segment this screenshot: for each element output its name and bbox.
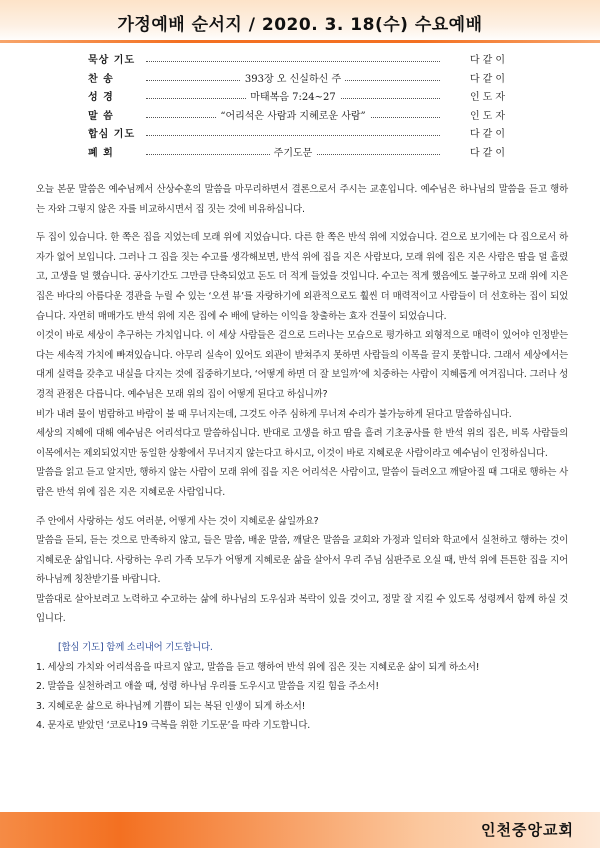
sermon-paragraph: 세상의 지혜에 대해 예수님은 어리석다고 말씀하십니다. 반대로 고생을 하고 땀을 흘려 기초공사를 한 반석 위의 집은, 비록 사람들의 이목에서는 제외되었지만 동일한 상황에서 무너지지 않는다고 하시고, 이것이 바로 지혜로운 사람이라고 예수님이 인정하십니다. [36, 428, 568, 459]
church-name: 인천중앙교회 [481, 821, 574, 839]
prayer-item: 4. 문자로 받았던 ‘코로나19 극복을 위한 기도문’을 따라 기도합니다. [36, 720, 311, 732]
prayer-item: 2. 말씀을 실천하려고 애쓸 때, 성령 하나님 우리를 도우시고 말씀을 지킬 힘을 주소서! [36, 681, 379, 693]
application-paragraph: 주 안에서 사랑하는 성도 여러분, 어떻게 사는 것이 지혜로운 삶일까요? [36, 515, 319, 527]
order-row [88, 71, 508, 90]
order-item: 말 씀 [88, 110, 114, 122]
header-band [0, 0, 600, 42]
sermon-paragraph: 두 집이 있습니다. 한 쪽은 집을 지었는데 모래 위에 지었습니다. 다른 한 쪽은 반석 위에 지었습니다. 겉으로 보기에는 다 집으로서 하자가 없어 보입니다. 그러나 그 집을 짓는 수고를 생각해보면, 반석 위에 집을 지은 사람보다, 모래 위에 집은 지은 사람은 땀을 덜 흘렸고, 고생을 덜 했습니다. 공사기간도 그만큼 단축되었고 돈도 더 적게 들었을 것입니다. 수고는 적게 했음에도 불구하고 모래 위에 지은 집은 바다의 아름다운 경관을 누릴 수 있는 ‘오션 뷰’를 자랑하기에 외관적으로도 훨씬 더 매력적이고 사람들이 더 선호하는 집이 되었습니다. 자연히 매매가도 반석 위에 지은 집에 수 배에 달하는 이익을 창출하는 효자 건물이 되었습니다. [36, 232, 568, 322]
header-divider [0, 40, 600, 43]
application-paragraph: 말씀대로 살아보려고 노력하고 수고하는 삶에 하나님의 도우심과 복락이 있을 것이고, 정말 잘 지킬 수 있도록 성령께서 함께 하실 것입니다. [36, 593, 568, 625]
sermon-paragraph: 이것이 바로 세상이 추구하는 가치입니다. 이 세상 사람들은 겉으로 드러나는 모습으로 평가하고 외형적으로 매력이 있어야 인정받는다는 세속적 가치에 빠져있습니다. 아무리 실속이 있어도 외관이 받쳐주지 못하면 사람들의 이목을 끌지 못합니다. 그래서 세상에서는 대게 실력을 갖추고 내실을 다지는 것에 집중하기보다, ‘어떻게 하면 더 잘 보일까’에 치중하는 사람이 지혜롭게 여겨집니다. 그러나 성경적 관점은 다릅니다. 예수님은 모래 위의 집이 어떻게 된다고 하십니까? [36, 330, 568, 400]
dotted-leader [146, 61, 440, 62]
intro-paragraph: 오늘 본문 말씀은 예수님께서 산상수훈의 말씀을 마무리하면서 결론으로서 주시는 교훈입니다. 예수님은 하나님의 말씀을 듣고 행하는 자와 그렇지 않은 자를 비교하시면서 집 짓는 것에 비유하십니다. [36, 184, 568, 215]
order-item: 성 경 [88, 92, 114, 103]
sermon-body [36, 180, 568, 736]
order-item: 합심 기도 [88, 129, 136, 140]
order-row [88, 89, 508, 108]
order-leader: 인도자 [470, 110, 508, 122]
order-row [88, 126, 508, 145]
order-content: “어리석은 사람과 지혜로운 사람” [146, 108, 440, 127]
order-leader: 다같이 [470, 129, 508, 140]
dotted-leader [146, 135, 440, 136]
page-title: 가정예배 순서지 / 2020. 3. 18(수) 수요예배 [117, 15, 483, 35]
prayer-item: 1. 세상의 가치와 어리석음을 따르지 않고, 말씀을 듣고 행하여 반석 위에 집은 짓는 지혜로운 삶이 되게 하소서! [36, 661, 480, 673]
order-leader: 다같이 [470, 73, 508, 85]
order-row [88, 52, 508, 71]
order-leader: 다같이 [470, 55, 508, 66]
order-item: 찬 송 [88, 73, 114, 85]
application-paragraph: 말씀을 듣되, 듣는 것으로 만족하지 않고, 들은 말씀, 배운 말씀, 깨달은 말씀을 교회와 가정과 일터와 학교에서 실천하고 행하는 것이 지혜로운 삶입니다. 사랑하는 우리 가족 모두가 어떻게 지혜로운 삶을 살아서 우리 주님 심판주로 오실 때, 반석 위에 튼튼한 집을 지어 하나님께 칭찬받기를 바랍니다. [36, 535, 568, 586]
order-item: 폐 회 [88, 147, 114, 159]
sermon-paragraph: 말씀을 읽고 듣고 알지만, 행하지 않는 사람이 모래 위에 집을 지은 어리석은 사람이고, 말씀이 들려오고 깨달아질 때 그대로 행하는 사람은 반석 위에 집은 지은 지혜로운 사람입니다. [36, 467, 568, 498]
order-content: 마태복음 7:24~27 [146, 89, 440, 108]
worship-order [88, 52, 508, 163]
order-content: 주기도문 [146, 145, 440, 164]
prayer-heading: [합심 기도] 함께 소리내어 기도합니다. [58, 642, 213, 654]
order-row [88, 145, 508, 164]
prayer-item: 3. 지혜로운 삶으로 하나님께 기쁨이 되는 복된 인생이 되게 하소서! [36, 700, 306, 712]
order-leader: 인도자 [470, 92, 508, 103]
order-leader: 다같이 [470, 147, 508, 159]
order-item: 묵상 기도 [88, 55, 136, 66]
order-content: 393장 오 신실하신 주 [146, 71, 440, 90]
sermon-paragraph: 비가 내려 물이 범람하고 바람이 불 때 무너지는데, 그것도 아주 심하게 무너져 수리가 불가능하게 된다고 말씀하십니다. [36, 408, 512, 420]
order-row [88, 108, 508, 127]
